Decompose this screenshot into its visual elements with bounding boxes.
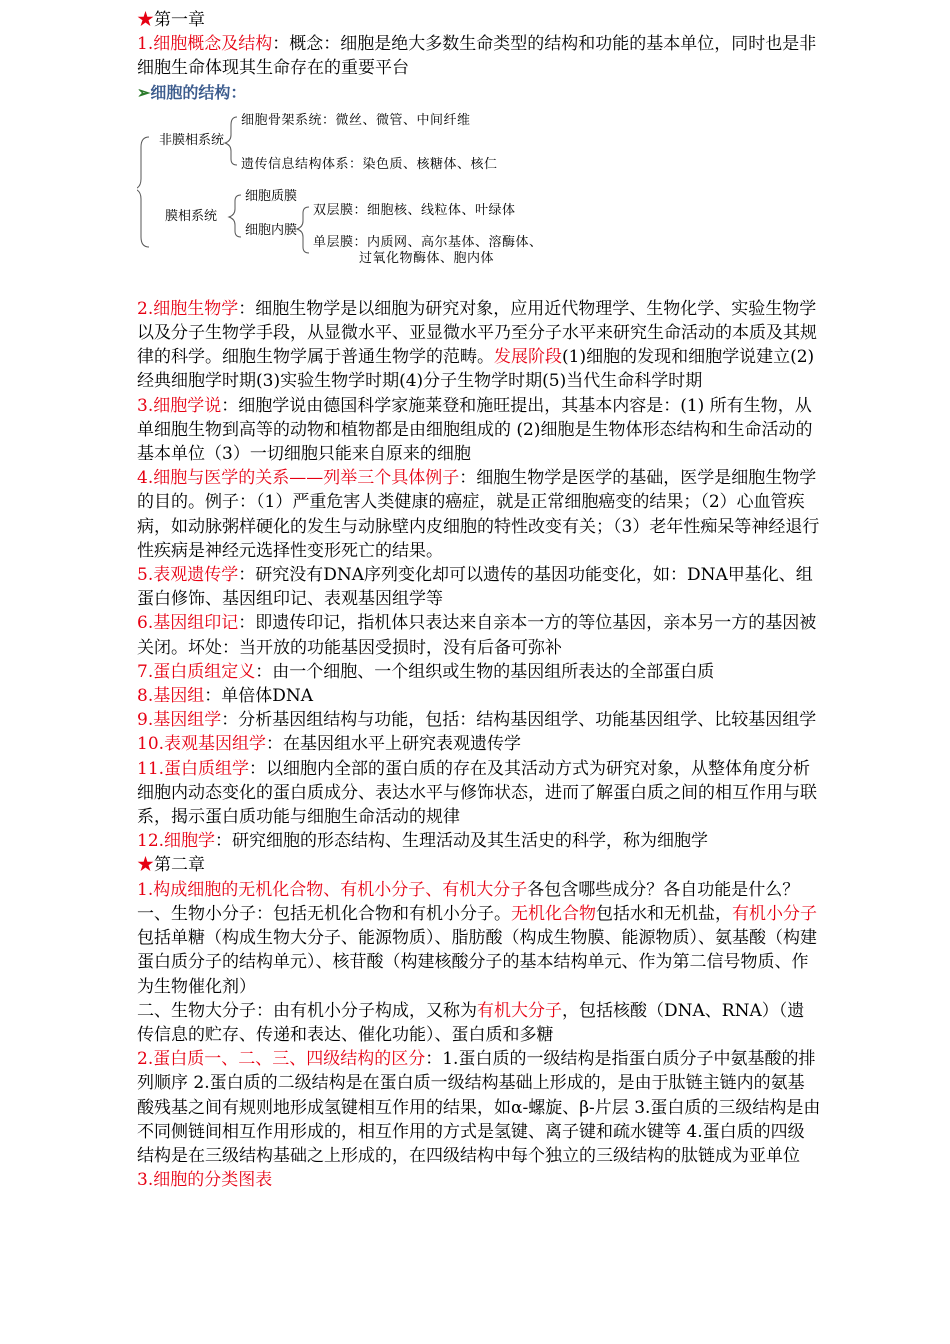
question-1-text: 各包含哪些成分？各自功能是什么？ xyxy=(527,879,800,900)
question-2-heading: 蛋白质一、二、三、四级结构的区分 xyxy=(153,1049,426,1070)
item-6 xyxy=(137,611,821,659)
item-11-text: ：以细胞内全部的蛋白质的存在及其活动方式为研究对象，从整体角度分析细胞内动态变化的蛋白质成分、表达水平与修饰状态，进而了解蛋白质之间的相互作用与联系，揭示蛋白质功能与细胞生命活动的规律 xyxy=(137,758,817,828)
item-2-heading: 细胞生物学 xyxy=(153,298,239,319)
item-11 xyxy=(137,757,821,830)
item-5-number: 5. xyxy=(137,565,154,586)
item-6-text: ：即遗传印记，指机体只表达来自亲本一方的等位基因，亲本另一方的基因被关闭。坏处：当开放的功能基因受损时，没有后备可弥补 xyxy=(137,613,817,658)
mem-brace xyxy=(229,195,241,237)
diagram-cytoskeleton-label: 细胞骨架系统：微丝、微管、中间纤维 xyxy=(241,112,471,128)
item-12 xyxy=(137,829,821,853)
item-10-text: ：在基因组水平上研究表观遗传学 xyxy=(266,734,522,755)
item-3-number: 3. xyxy=(137,395,154,416)
question-3-number: 3. xyxy=(137,1170,154,1191)
item-4-number: 4. xyxy=(137,468,154,489)
cell-structure-title-text: 细胞的结构： xyxy=(150,82,247,102)
question-3 xyxy=(137,1168,821,1192)
item-7-number: 7. xyxy=(137,661,154,682)
chapter-2-heading xyxy=(137,853,821,877)
chapter-2-label: 第二章 xyxy=(154,855,205,876)
star-icon: ★ xyxy=(137,10,154,30)
cell-structure-diagram xyxy=(137,107,821,285)
item-1 xyxy=(137,32,821,80)
item-9 xyxy=(137,708,821,732)
item-10-number: 10. xyxy=(137,734,165,755)
item-12-number: 12. xyxy=(137,831,165,852)
diagram-inner-membrane-label: 细胞内膜 xyxy=(245,222,298,238)
item-4-text: ：细胞生物学是医学的基础，医学是细胞生物学的目的。例子：（1）严重危害人类健康的癌症，就是正常细胞癌变的结果；（2）心血管疾病，如动脉粥样硬化的发生与动脉壁内皮细胞的特性改变有关；（3）老年性痴呆等神经退行性疾病是神经元选择性变形死亡的结果。 xyxy=(137,468,820,561)
item-6-number: 6. xyxy=(137,613,154,634)
nonmem-brace xyxy=(225,117,237,165)
answer-1a xyxy=(137,902,821,999)
diagram-genetic-label: 遗传信息结构体系：染色质、核糖体、核仁 xyxy=(241,156,498,172)
arrow-bullet-icon: ➢ xyxy=(137,82,151,102)
chapter-1-heading xyxy=(137,8,821,32)
item-3 xyxy=(137,394,821,467)
item-3-heading: 细胞学说 xyxy=(153,395,222,416)
answer-1a-text-3: 包括单糖（构成生物大分子、能源物质）、脂肪酸（构成生物膜、能源物质）、氨基酸（构建蛋白质分子的结构单元）、核苷酸（构建核酸分子的基本结构单元、作为第二信号物质、作为生物催化剂） xyxy=(137,928,817,997)
item-10-heading: 表观基因组学 xyxy=(164,734,267,755)
item-7-text: ：由一个细胞、一个组织或生物的基因组所表达的全部蛋白质 xyxy=(255,661,715,682)
outer-brace xyxy=(137,137,149,247)
item-8 xyxy=(137,684,821,708)
item-12-text: ：研究细胞的形态结构、生理活动及其生活史的科学，称为细胞学 xyxy=(215,831,709,852)
item-12-heading: 细胞学 xyxy=(164,831,216,852)
cell-structure-title xyxy=(137,81,821,105)
item-1-text: 概念：细胞是绝大多数生命类型的结构和功能的基本单位，同时也是非细胞生命体现其生命存在的重要平台 xyxy=(137,34,817,79)
item-6-heading: 基因组印记 xyxy=(153,613,239,634)
item-7 xyxy=(137,660,821,684)
item-2-stages: (1)细胞的发现和细胞学说建立(2)经典细胞学时期(3)实验生物学时期(4)分子生物学时期(5)当代生命科学时期 xyxy=(137,347,815,392)
item-1-number: 1. xyxy=(137,34,154,55)
diagram-single-membrane-label: 单层膜：内质网、高尔基体、溶酶体、 xyxy=(313,234,543,250)
item-5 xyxy=(137,563,821,611)
item-4-heading: 细胞与医学的关系——列举三个具体例子 xyxy=(153,468,460,489)
item-7-heading: 蛋白质组定义 xyxy=(153,661,256,682)
item-2-text: ：细胞生物学是以细胞为研究对象，应用近代物理学、生物化学、实验生物学以及分子生物学手段，从显微水平、亚显微水平乃至分子水平来研究生命活动的本质及其规律的科学。细胞生物学属于普通生物学的范畴。 xyxy=(137,298,817,368)
answer-1a-highlight-1: 无机化合物 xyxy=(511,903,596,924)
item-3-text: ：细胞学说由德国科学家施莱登和施旺提出，其基本内容是：(1) 所有生物，从单细胞生物到高等的动物和植物都是由细胞组成的 (2)细胞是生物体形态结构和生命活动的基本单位（3）一切细胞只能来自原来的细胞 xyxy=(137,395,813,465)
item-11-number: 11. xyxy=(137,758,165,779)
question-2-number: 2. xyxy=(137,1049,154,1070)
item-2-subheading: 发展阶段 xyxy=(494,347,562,368)
item-9-number: 9. xyxy=(137,710,154,731)
item-2-number: 2. xyxy=(137,298,154,319)
question-2 xyxy=(137,1047,821,1168)
answer-1b-text-2: ，包括核酸（DNA、RNA）（遗传信息的贮存、传递和表达、催化功能）、蛋白质和多糖 xyxy=(137,1000,805,1045)
item-11-heading: 蛋白质组学 xyxy=(164,758,250,779)
question-2-text: ：1.蛋白质的一级结构是指蛋白质分子中氨基酸的排列顺序 2.蛋白质的二级结构是在蛋白质一级结构基础上形成的，是由于肽链主链内的氨基酸残基之间有规则地形成氢键相互作用的结果，如α-螺旋、β-片层 3.蛋白质的三级结构是由不同侧链间相互作用形成的，相互作用的方式是氢键、离子键和疏水键等 4.蛋白质的四级结构是在三级结构基础之上形成的，在四级结构中每个独立的三级结构的肽链成为亚单位 xyxy=(137,1049,821,1166)
star-icon: ★ xyxy=(137,855,154,876)
question-3-heading: 细胞的分类图表 xyxy=(153,1170,273,1191)
inner-brace xyxy=(297,207,309,253)
item-10 xyxy=(137,732,821,756)
item-5-heading: 表观遗传学 xyxy=(153,565,239,586)
question-1 xyxy=(137,878,821,902)
diagram-double-membrane-label: 双层膜：细胞核、线粒体、叶绿体 xyxy=(313,202,516,218)
document-page xyxy=(137,8,821,1192)
chapter-1-label: 第一章 xyxy=(154,10,205,30)
item-8-text: ：单倍体DNA xyxy=(204,686,314,707)
item-5-text: ：研究没有DNA序列变化却可以遗传的基因功能变化，如：DNA甲基化、组蛋白修饰、基因组印记、表观基因组学等 xyxy=(137,565,813,610)
diagram-nonmembrane-label: 非膜相系统 xyxy=(159,132,225,148)
question-1-number: 1. xyxy=(137,879,154,900)
item-9-text: ：分析基因组结构与功能，包括：结构基因组学、功能基因组学、比较基因组学 xyxy=(221,710,817,731)
item-4 xyxy=(137,466,821,563)
answer-1b-highlight: 有机大分子 xyxy=(477,1000,562,1021)
item-1-colon: ： xyxy=(272,34,290,55)
diagram-plasma-membrane-label: 细胞质膜 xyxy=(245,188,298,204)
answer-1b xyxy=(137,999,821,1047)
item-8-heading: 基因组 xyxy=(153,686,205,707)
item-8-number: 8. xyxy=(137,686,154,707)
answer-1b-text-1: 二、生物大分子：由有机小分子构成，又称为 xyxy=(137,1000,477,1021)
item-1-heading: 细胞概念及结构 xyxy=(153,34,273,55)
answer-1a-text-2: 包括水和无机盐， xyxy=(596,903,732,924)
diagram-membrane-label: 膜相系统 xyxy=(165,208,218,224)
diagram-single-membrane-label-2: 过氧化物酶体、胞内体 xyxy=(359,250,495,266)
question-1-heading: 构成细胞的无机化合物、有机小分子、有机大分子 xyxy=(153,879,528,900)
item-2 xyxy=(137,297,821,394)
answer-1a-highlight-2: 有机小分子 xyxy=(732,903,817,924)
item-9-heading: 基因组学 xyxy=(153,710,222,731)
answer-1a-text-1: 一、生物小分子：包括无机化合物和有机小分子。 xyxy=(137,903,511,924)
